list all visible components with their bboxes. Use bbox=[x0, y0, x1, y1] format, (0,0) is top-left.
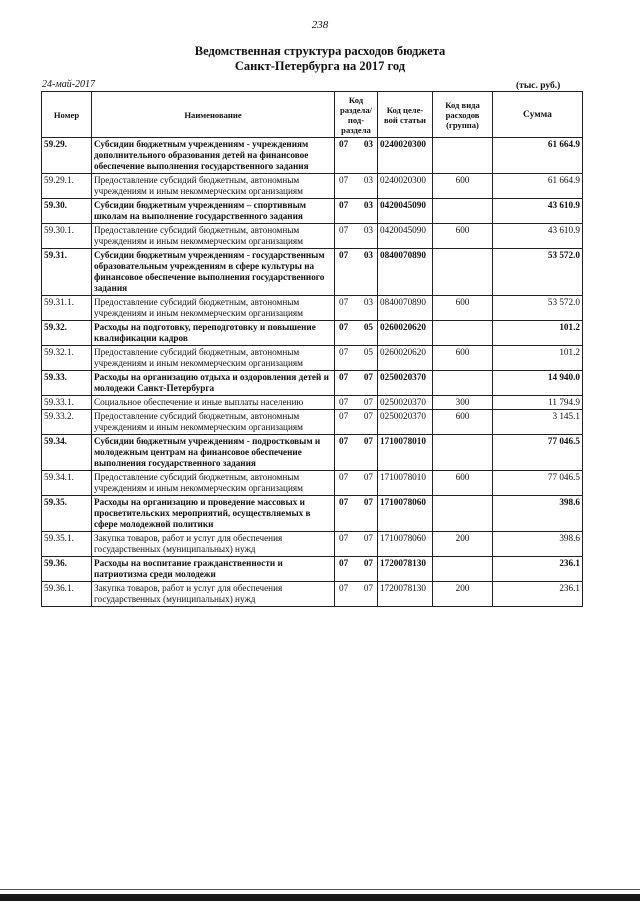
cell-group: 200 bbox=[433, 582, 493, 607]
cell-name: Закупка товаров, работ и услуг для обеспечения государственных (муниципальных) нужд bbox=[92, 532, 335, 557]
cell-section bbox=[335, 138, 378, 174]
cell-target: 0260020620 bbox=[378, 346, 433, 371]
cell-section bbox=[335, 249, 378, 296]
table-row bbox=[42, 396, 583, 410]
cell-group: 600 bbox=[433, 296, 493, 321]
cell-section bbox=[335, 532, 378, 557]
cell-section bbox=[335, 410, 378, 435]
cell-sum: 236.1 bbox=[493, 582, 583, 607]
document-title bbox=[0, 44, 640, 74]
cell-name: Предоставление субсидий бюджетным, автономным учреждениям и иным некоммерческим организациям bbox=[92, 346, 335, 371]
table-row bbox=[42, 582, 583, 607]
cell-sum: 11 794.9 bbox=[493, 396, 583, 410]
cell-number: 59.33.2. bbox=[42, 410, 92, 435]
cell-number: 59.29. bbox=[42, 138, 92, 174]
cell-group bbox=[433, 371, 493, 396]
scan-edge-line bbox=[0, 889, 640, 890]
cell-section bbox=[335, 199, 378, 224]
cell-sum: 77 046.5 bbox=[493, 435, 583, 471]
cell-name: Расходы на организацию отдыха и оздоровления детей и молодежи Санкт-Петербурга bbox=[92, 371, 335, 396]
cell-sum: 77 046.5 bbox=[493, 471, 583, 496]
header-group: Код вида расходов (группа) bbox=[433, 92, 493, 138]
title-line-1: Ведомственная структура расходов бюджета bbox=[194, 44, 446, 58]
cell-number: 59.30.1. bbox=[42, 224, 92, 249]
cell-sum: 236.1 bbox=[493, 557, 583, 582]
cell-number: 59.36.1. bbox=[42, 582, 92, 607]
cell-target: 1710078060 bbox=[378, 496, 433, 532]
cell-section-code: 07 bbox=[339, 200, 349, 210]
cell-group: 600 bbox=[433, 174, 493, 199]
table-row bbox=[42, 224, 583, 249]
cell-section bbox=[335, 321, 378, 346]
cell-section bbox=[335, 557, 378, 582]
cell-section-code: 07 bbox=[339, 175, 349, 185]
cell-name: Социальное обеспечение и иные выплаты населению bbox=[92, 396, 335, 410]
cell-section-code: 07 bbox=[339, 583, 349, 593]
cell-group: 600 bbox=[433, 346, 493, 371]
cell-subsection-code: 07 bbox=[363, 372, 373, 382]
cell-sum: 3 145.1 bbox=[493, 410, 583, 435]
cell-number: 59.32. bbox=[42, 321, 92, 346]
cell-group: 600 bbox=[433, 471, 493, 496]
header-sum: Сумма bbox=[493, 92, 583, 138]
cell-section bbox=[335, 346, 378, 371]
cell-group bbox=[433, 199, 493, 224]
table-row bbox=[42, 496, 583, 532]
cell-subsection-code: 07 bbox=[363, 583, 373, 593]
cell-subsection-code: 03 bbox=[363, 139, 373, 149]
cell-subsection-code: 07 bbox=[363, 558, 373, 568]
table-row bbox=[42, 371, 583, 396]
title-line-2: Санкт-Петербурга на 2017 год bbox=[234, 59, 406, 73]
cell-name: Расходы на организацию и проведение массовых и просветительских мероприятий, осуществляемых в сфере молодежной политики bbox=[92, 496, 335, 532]
table-row bbox=[42, 174, 583, 199]
cell-subsection-code: 05 bbox=[363, 322, 373, 332]
cell-subsection-code: 07 bbox=[363, 411, 373, 421]
cell-group bbox=[433, 496, 493, 532]
cell-section-code: 07 bbox=[339, 139, 349, 149]
cell-group: 600 bbox=[433, 410, 493, 435]
table-header-row bbox=[42, 92, 583, 138]
cell-name: Субсидии бюджетным учреждениям - государственным образовательным учреждениям в сфере культуры на финансовое обеспечение выполнения государственного задания bbox=[92, 249, 335, 296]
cell-sum: 61 664.9 bbox=[493, 174, 583, 199]
cell-group: 200 bbox=[433, 532, 493, 557]
cell-number: 59.34.1. bbox=[42, 471, 92, 496]
cell-section-code: 07 bbox=[339, 322, 349, 332]
cell-number: 59.36. bbox=[42, 557, 92, 582]
cell-name: Предоставление субсидий бюджетным, автономным учреждениям и иным некоммерческим организациям bbox=[92, 296, 335, 321]
cell-section bbox=[335, 296, 378, 321]
cell-sum: 398.6 bbox=[493, 496, 583, 532]
cell-sum: 53 572.0 bbox=[493, 249, 583, 296]
cell-section-code: 07 bbox=[339, 347, 349, 357]
cell-subsection-code: 07 bbox=[363, 497, 373, 507]
cell-subsection-code: 03 bbox=[363, 250, 373, 260]
cell-name: Предоставление субсидий бюджетным, автономным учреждениям и иным некоммерческим организациям bbox=[92, 471, 335, 496]
cell-sum: 101.2 bbox=[493, 321, 583, 346]
cell-target: 1710078010 bbox=[378, 471, 433, 496]
cell-subsection-code: 03 bbox=[363, 175, 373, 185]
cell-sum: 53 572.0 bbox=[493, 296, 583, 321]
cell-section-code: 07 bbox=[339, 436, 349, 446]
cell-section-code: 07 bbox=[339, 533, 349, 543]
cell-number: 59.31.1. bbox=[42, 296, 92, 321]
table-row bbox=[42, 410, 583, 435]
table-row bbox=[42, 346, 583, 371]
table-row bbox=[42, 296, 583, 321]
cell-subsection-code: 07 bbox=[363, 472, 373, 482]
cell-target: 1710078060 bbox=[378, 532, 433, 557]
cell-target: 0420045090 bbox=[378, 224, 433, 249]
cell-section-code: 07 bbox=[339, 372, 349, 382]
cell-subsection-code: 03 bbox=[363, 225, 373, 235]
cell-section-code: 07 bbox=[339, 558, 349, 568]
cell-number: 59.32.1. bbox=[42, 346, 92, 371]
page-number: 238 bbox=[311, 19, 329, 31]
budget-table bbox=[41, 91, 583, 607]
header-target: Код целе-вой статьи bbox=[378, 92, 433, 138]
table-row bbox=[42, 138, 583, 174]
cell-number: 59.35.1. bbox=[42, 532, 92, 557]
scan-edge-bar bbox=[0, 894, 640, 901]
table-row bbox=[42, 199, 583, 224]
cell-group bbox=[433, 557, 493, 582]
table-row bbox=[42, 435, 583, 471]
cell-section bbox=[335, 471, 378, 496]
table-row bbox=[42, 321, 583, 346]
header-section: Код раздела/ под-раздела bbox=[335, 92, 378, 138]
cell-group: 300 bbox=[433, 396, 493, 410]
cell-name: Субсидии бюджетным учреждениям – спортивным школам на выполнение государственного задания bbox=[92, 199, 335, 224]
cell-section bbox=[335, 174, 378, 199]
cell-number: 59.35. bbox=[42, 496, 92, 532]
cell-target: 1710078010 bbox=[378, 435, 433, 471]
cell-name: Субсидии бюджетным учреждениям - подростковым и молодежным центрам на финансовое обеспечение выполнения государственного задания bbox=[92, 435, 335, 471]
cell-number: 59.30. bbox=[42, 199, 92, 224]
cell-name: Предоставление субсидий бюджетным, автономным учреждениям и иным некоммерческим организациям bbox=[92, 224, 335, 249]
header-name: Наименование bbox=[92, 92, 335, 138]
cell-name: Закупка товаров, работ и услуг для обеспечения государственных (муниципальных) нужд bbox=[92, 582, 335, 607]
cell-section-code: 07 bbox=[339, 397, 349, 407]
cell-target: 0260020620 bbox=[378, 321, 433, 346]
cell-sum: 43 610.9 bbox=[493, 199, 583, 224]
cell-target: 0250020370 bbox=[378, 371, 433, 396]
cell-section bbox=[335, 224, 378, 249]
cell-subsection-code: 05 bbox=[363, 347, 373, 357]
cell-section-code: 07 bbox=[339, 225, 349, 235]
cell-sum: 14 940.0 bbox=[493, 371, 583, 396]
cell-subsection-code: 07 bbox=[363, 436, 373, 446]
cell-section bbox=[335, 435, 378, 471]
cell-sum: 61 664.9 bbox=[493, 138, 583, 174]
cell-sum: 101.2 bbox=[493, 346, 583, 371]
table-body bbox=[42, 138, 583, 607]
cell-section-code: 07 bbox=[339, 497, 349, 507]
cell-subsection-code: 03 bbox=[363, 200, 373, 210]
table-row bbox=[42, 249, 583, 296]
cell-target: 1720078130 bbox=[378, 557, 433, 582]
cell-subsection-code: 07 bbox=[363, 533, 373, 543]
cell-section bbox=[335, 582, 378, 607]
table-row bbox=[42, 532, 583, 557]
table-row bbox=[42, 557, 583, 582]
cell-name: Расходы на воспитание гражданственности и патриотизма среди молодежи bbox=[92, 557, 335, 582]
cell-section-code: 07 bbox=[339, 472, 349, 482]
cell-subsection-code: 03 bbox=[363, 297, 373, 307]
cell-target: 0420045090 bbox=[378, 199, 433, 224]
cell-section bbox=[335, 396, 378, 410]
cell-subsection-code: 07 bbox=[363, 397, 373, 407]
cell-target: 1720078130 bbox=[378, 582, 433, 607]
cell-name: Предоставление субсидий бюджетным, автономным учреждениям и иным некоммерческим организациям bbox=[92, 410, 335, 435]
cell-target: 0240020300 bbox=[378, 174, 433, 199]
cell-group bbox=[433, 249, 493, 296]
cell-target: 0250020370 bbox=[378, 410, 433, 435]
cell-number: 59.33.1. bbox=[42, 396, 92, 410]
cell-target: 0840070890 bbox=[378, 296, 433, 321]
cell-number: 59.29.1. bbox=[42, 174, 92, 199]
cell-group bbox=[433, 435, 493, 471]
cell-section-code: 07 bbox=[339, 297, 349, 307]
cell-name: Субсидии бюджетным учреждениям - учреждениям дополнительного образования детей на финансовое обеспечение выполнения государственного задания bbox=[92, 138, 335, 174]
cell-group bbox=[433, 138, 493, 174]
cell-target: 0250020370 bbox=[378, 396, 433, 410]
cell-section-code: 07 bbox=[339, 250, 349, 260]
cell-section bbox=[335, 496, 378, 532]
cell-sum: 398.6 bbox=[493, 532, 583, 557]
units-label: (тыс. руб.) bbox=[516, 81, 561, 91]
cell-sum: 43 610.9 bbox=[493, 224, 583, 249]
cell-target: 0240020300 bbox=[378, 138, 433, 174]
document-date: 24-май-2017 bbox=[42, 79, 96, 90]
header-number: Номер bbox=[42, 92, 92, 138]
cell-name: Расходы на подготовку, переподготовку и повышение квалификации кадров bbox=[92, 321, 335, 346]
cell-target: 0840070890 bbox=[378, 249, 433, 296]
cell-section-code: 07 bbox=[339, 411, 349, 421]
cell-number: 59.33. bbox=[42, 371, 92, 396]
cell-group: 600 bbox=[433, 224, 493, 249]
cell-number: 59.31. bbox=[42, 249, 92, 296]
cell-section bbox=[335, 371, 378, 396]
cell-name: Предоставление субсидий бюджетным, автономным учреждениям и иным некоммерческим организациям bbox=[92, 174, 335, 199]
cell-number: 59.34. bbox=[42, 435, 92, 471]
table-row bbox=[42, 471, 583, 496]
cell-group bbox=[433, 321, 493, 346]
